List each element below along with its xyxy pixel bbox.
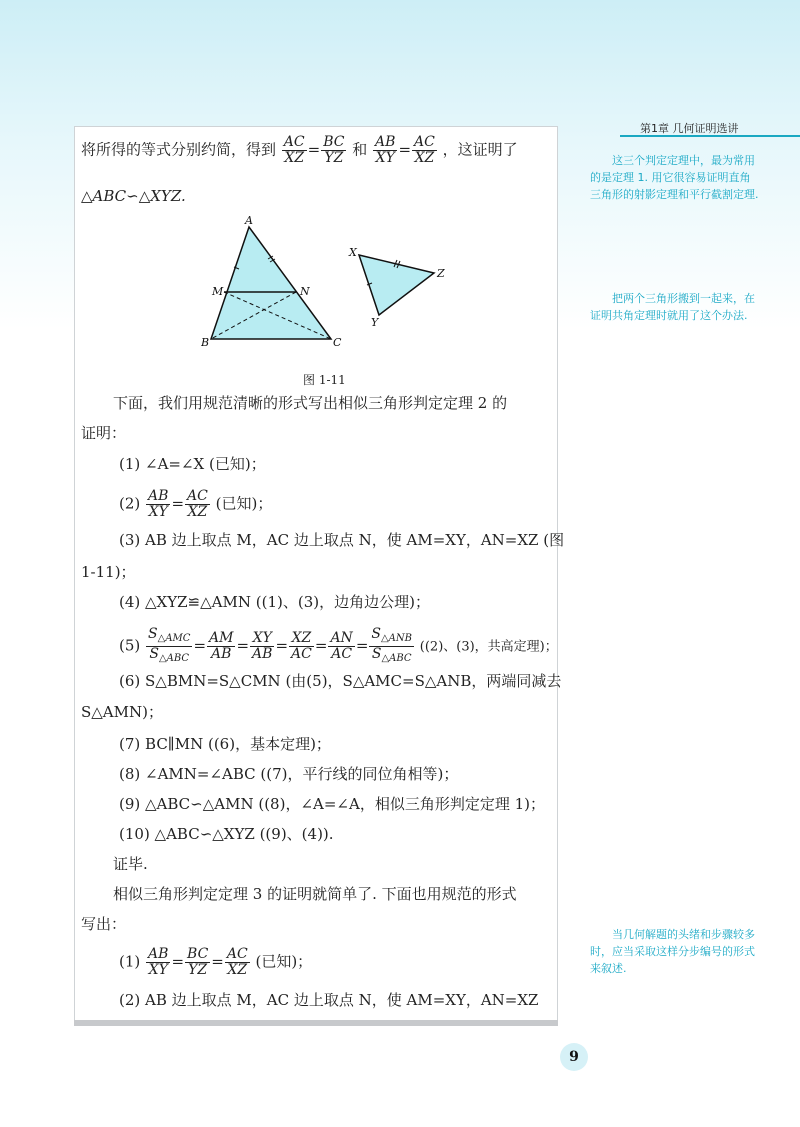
step-10: (10) △ABC∽△XYZ ((9)、(4)).: [119, 825, 334, 843]
label-y: Y: [371, 316, 379, 329]
chapter-header: [620, 118, 800, 140]
para1-line-2: 证明：: [81, 424, 127, 442]
step-6-line-1: (6) S△BMN=S△CMN (由(5)，S△AMC=S△ANB，两端同减去: [119, 672, 562, 690]
fraction-ac-xz-t1: $\frac{AC}{XZ}$: [226, 946, 248, 978]
figure-1-11: [201, 215, 471, 355]
fraction-an-ac: $\frac{AN}{AC}$: [330, 630, 353, 662]
fraction-am-ab: $\frac{AM}{AB}$: [209, 630, 234, 662]
step-6-line-2: S△AMN)；: [81, 703, 163, 721]
fraction-ab-xy: $\frac{AB}{XY}$: [375, 134, 396, 166]
step-3-line-1: (3) AB 边上取点 M，AC 边上取点 N，使 AM=XY，AN=XZ (图: [119, 531, 565, 549]
label-a: A: [245, 215, 253, 227]
fraction-xz-ac: $\frac{XZ}{AC}$: [291, 630, 312, 662]
fraction-ab-xy-s2: $\frac{AB}{XY}$: [148, 488, 169, 520]
figure-caption: 图 1-11: [303, 373, 346, 387]
proof-done: 证毕.: [113, 855, 148, 873]
content-box: [74, 126, 565, 1021]
step-8: (8) ∠AMN=∠ABC ((7)，平行线的同位角相等)；: [119, 765, 459, 783]
step-5: (5) $\frac{S_{\triangle AMC}}{S_{\triangle ABC}}$ = $\frac{AM}{AB}$ = $\frac{XY}{AB}$ = $\frac{XZ}{AC}$ = $\frac{AN}{AC}$ = $\frac{S_{\triangle ANB}}{S_{\triangle ABC}}$ ((2)、(3)，共高定理)；: [119, 626, 558, 664]
label-n: N: [300, 285, 310, 298]
label-x: X: [349, 246, 357, 259]
label-b: B: [201, 336, 210, 349]
step-3-line-2: 1-11)；: [81, 563, 136, 581]
header-rule: [620, 135, 800, 137]
step-4: (4) △XYZ≌△AMN ((1)、(3)，边角边公理)；: [119, 593, 430, 611]
fraction-ac-xz-s2: $\frac{AC}{XZ}$: [187, 488, 208, 520]
step-1: (1) ∠A=∠X (已知)；: [119, 455, 266, 473]
fraction-s-amc-abc: $\frac{S_{\triangle AMC}}{S_{\triangle ABC}}$: [148, 626, 191, 664]
intro-text-b: ，这证明了: [442, 140, 518, 159]
t-step-2: (2) AB 边上取点 M，AC 边上取点 N，使 AM=XY，AN=XZ: [119, 991, 539, 1009]
margin-note-numbered-steps: 当几何解题的头绪和步骤较多时，应当采取这样分步编号的形式来叙述.: [590, 928, 755, 975]
intro-text-a: 将所得的等式分别约简，得到: [81, 140, 277, 159]
triangle-xyz: [359, 255, 434, 315]
fraction-ac-xz: $\frac{AC}{XZ}$: [283, 134, 305, 166]
step-7: (7) BC∥MN ((6)，基本定理)；: [119, 735, 331, 753]
fraction-xy-ab: $\frac{XY}{AB}$: [252, 630, 273, 662]
para2-line-1: 相似三角形判定定理 3 的证明就简单了. 下面也用规范的形式: [113, 885, 517, 903]
para2-line-2: 写出：: [81, 915, 127, 933]
intro-line-1: 将所得的等式分别约简，得到 $\frac{AC}{XZ}$ = $\frac{BC}{YZ}$ 和 $\frac{AB}{XY}$ = $\frac{AC}{XZ}$ ，这证明了: [81, 134, 518, 166]
fraction-bc-yz-t1: $\frac{BC}{YZ}$: [187, 946, 209, 978]
step-2: (2) $\frac{AB}{XY}$ = $\frac{AC}{XZ}$ (已知)；: [119, 488, 273, 520]
para1-line-1: 下面，我们用规范清晰的形式写出相似三角形判定定理 2 的: [113, 394, 508, 412]
margin-note-theorem: 这三个判定定理中，最为常用的是定理 1. 用它很容易证明直角三角形的射影定理和平行截割定理.: [590, 154, 759, 201]
fraction-ab-xy-t1: $\frac{AB}{XY}$: [148, 946, 169, 978]
triangle-abc: [211, 227, 331, 339]
fraction-bc-yz: $\frac{BC}{YZ}$: [323, 134, 345, 166]
intro-line-2: △ABC∽△XYZ.: [81, 187, 186, 205]
label-m: M: [212, 285, 224, 298]
fraction-ac-xz-2: $\frac{AC}{XZ}$: [414, 134, 435, 166]
step-9: (9) △ABC∽△AMN ((8)，∠A=∠A，相似三角形判定定理 1)；: [119, 795, 545, 813]
page-number: 9: [560, 1043, 588, 1071]
chapter-title: 第1章 几何证明选讲: [640, 122, 739, 135]
t-step-1: (1) $\frac{AB}{XY}$ = $\frac{BC}{YZ}$ = $\frac{AC}{XZ}$ (已知)；: [119, 946, 313, 978]
intro-and: 和: [352, 140, 368, 159]
label-z: Z: [437, 267, 445, 280]
label-c: C: [333, 336, 342, 349]
fraction-s-anb-abc: $\frac{S_{\triangle ANB}}{S_{\triangle ABC}}$: [371, 626, 412, 664]
margin-note-move-triangles: 把两个三角形搬到一起来，在证明共角定理时就用了这个办法.: [590, 292, 755, 322]
